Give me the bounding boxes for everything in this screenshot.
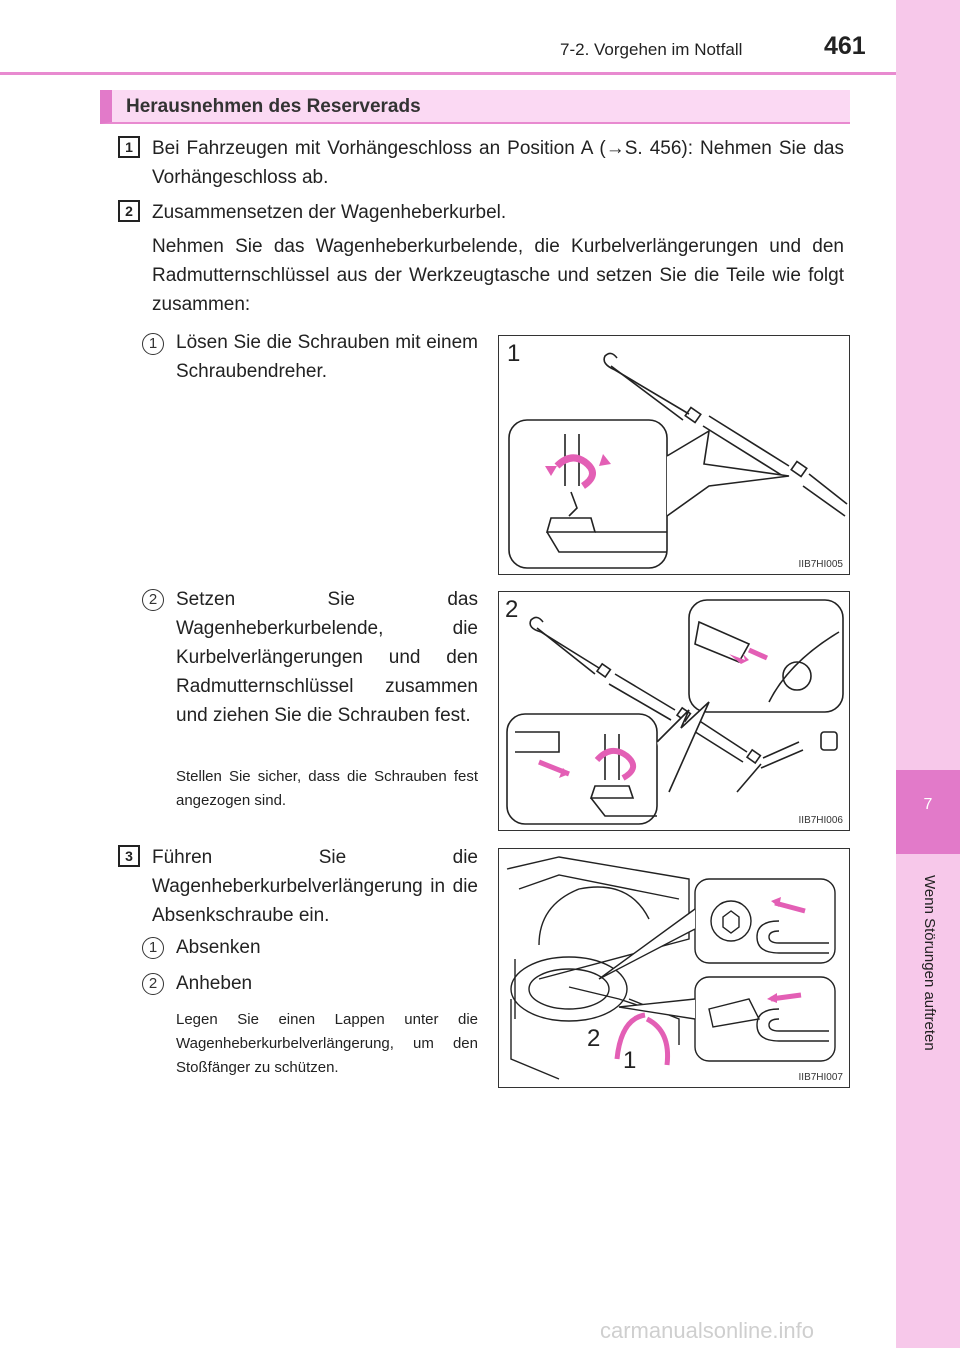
chapter-heading: 7-2. Vorgehen im Notfall [560,40,743,59]
step-1-text: Bei Fahrzeugen mit Vorhängeschloss an Position A (→S. 456): Nehmen Sie das Vorhängeschloss ab. [152,138,844,188]
figure-code: IIB7HI006 [798,815,843,826]
substep-number-circle: 2 [142,589,164,611]
substep-3-1-text: Absenken [176,937,261,958]
step-3-note: Legen Sie einen Lappen unter die Wagenheberkurbelverlängerung, um den Stoßfänger zu schützen. [176,1011,478,1076]
substep-2-1-text: Lösen Sie die Schrauben mit einem Schraubendreher. [176,332,478,382]
figure-assemble-handle [498,591,850,831]
step-number-box: 2 [118,200,140,222]
chapter-tab-title: Wenn Störungen auftreten [921,875,938,1051]
figure-illustration [499,849,849,1087]
figure-code: IIB7HI005 [798,559,843,570]
section-title-bar [100,90,850,124]
substep-2-2-note: Stellen Sie sicher, dass die Schrauben fest angezogen sind. [176,768,478,809]
chapter-tab-number: 7 [923,796,933,813]
step-2-detail: Nehmen Sie das Wagenheberkurbelende, die Kurbelverlängerungen und den Radmutternschlüssel aus der Werkzeugtasche und setzen Sie die Teile wie folgt zusammen: [152,236,844,315]
figure-code: IIB7HI007 [798,1072,843,1083]
substep-2-2-text: Setzen Sie das Wagenheberkurbelende, die Kurbelverlängerungen und den Radmutternschlüssel zusammen und ziehen Sie die Schrauben fest. [176,589,478,726]
substep-number-circle: 1 [142,937,164,959]
figure-loosen-screws [498,335,850,575]
step-2-text: Zusammensetzen der Wagenheberkurbel. [152,202,507,223]
substep-number-circle: 2 [142,973,164,995]
watermark: carmanualsonline.info [600,1318,815,1343]
figure-callout: 1 [623,1047,637,1074]
step-3-text: Führen Sie die Wagenheberkurbelverlängerung in die Absenkschraube ein. [152,847,478,926]
figure-callout: 1 [507,340,521,367]
figure-illustration [499,336,849,574]
figure-illustration [499,592,849,830]
figure-callout: 2 [587,1025,601,1052]
header-rule [0,72,896,75]
substep-number-circle: 1 [142,333,164,355]
step-number-box: 3 [118,845,140,867]
chapter-sidebar [896,0,960,1348]
page-number: 461 [824,32,866,60]
section-title: Herausnehmen des Reserverads [126,96,421,117]
figure-callout: 2 [505,596,519,623]
figure-insert-extension [498,848,850,1088]
substep-3-2-text: Anheben [176,973,253,994]
step-number-box: 1 [118,136,140,158]
